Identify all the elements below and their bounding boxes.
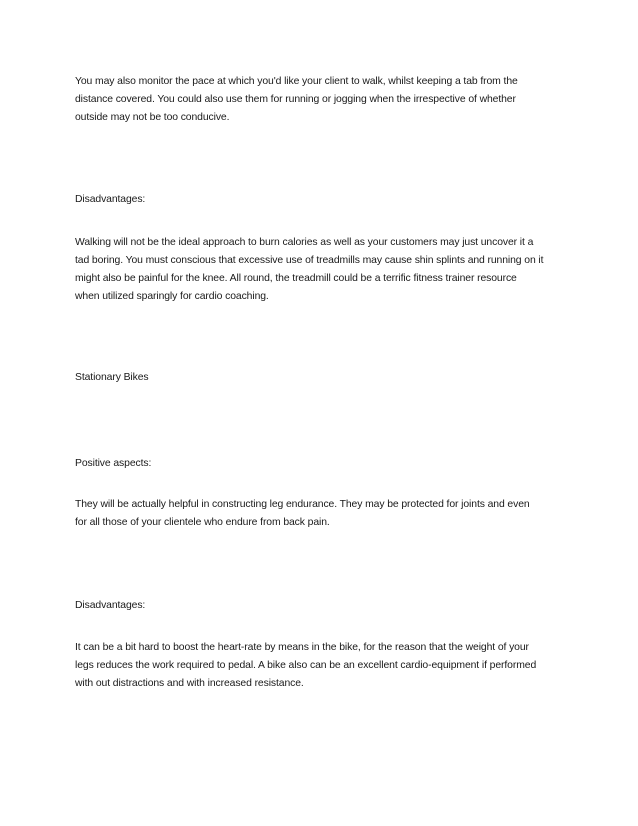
paragraph-treadmill-disadvantages [75,234,565,306]
heading-text: Disadvantages: [75,600,146,611]
heading-stationary-bikes [75,369,565,387]
text-line: when utilized sparingly for cardio coaching. [75,291,269,302]
heading-positive-aspects [75,455,565,473]
text-line: for all those of your clientele who endure from back pain. [75,517,330,528]
text-line: They will be actually helpful in constructing leg endurance. They may be protected for joints and even [75,499,530,510]
paragraph-bike-positives [75,496,565,532]
text-line: It can be a bit hard to boost the heart-rate by means in the bike, for the reason that the weight of your [75,642,529,653]
heading-disadvantages-bike [75,597,565,615]
heading-text: Stationary Bikes [75,372,149,383]
text-line: tad boring. You must conscious that excessive use of treadmills may cause shin splints and running on it [75,255,544,266]
heading-text: Disadvantages: [75,194,146,205]
text-line: might also be painful for the knee. All round, the treadmill could be a terrific fitness trainer resource [75,273,517,284]
text-line: with out distractions and with increased resistance. [75,678,304,689]
paragraph-treadmill-pace [75,73,565,127]
heading-disadvantages-treadmill [75,191,565,209]
text-line: outside may not be too conducive. [75,112,230,123]
heading-text: Positive aspects: [75,458,152,469]
text-line: Walking will not be the ideal approach to burn calories as well as your customers may just uncover it a [75,237,534,248]
text-line: legs reduces the work required to pedal. A bike also can be an excellent cardio-equipment if performed [75,660,537,671]
text-line: distance covered. You could also use them for running or jogging when the irrespective of whether [75,94,516,105]
text-line: You may also monitor the pace at which you'd like your client to walk, whilst keeping a tab from the [75,76,518,87]
paragraph-bike-disadvantages [75,639,565,693]
